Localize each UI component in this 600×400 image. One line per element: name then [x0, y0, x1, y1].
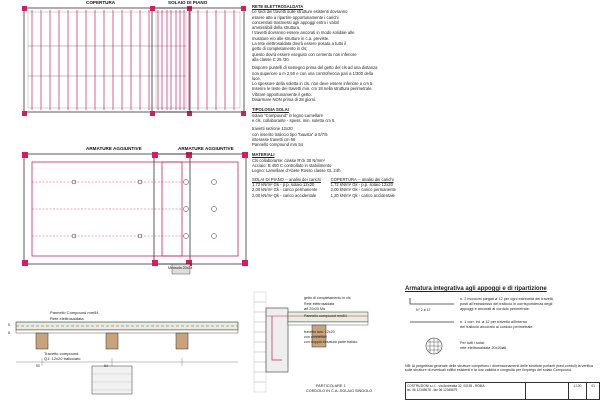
- tipologia-title: TIPOLOGIA SOLAI: [252, 107, 289, 113]
- rete-mesh-icon: [424, 336, 444, 356]
- rete-spec-label: rete elettrosaldata 20x20ø6: [460, 346, 507, 350]
- detail-rete-label: Rete elettrosaldata: [304, 302, 335, 306]
- copertura-row: 1,20 kN/m² Qk - carico accidentale: [330, 192, 395, 198]
- copertura-head: COPERTURA -- analisi dei carichi: [330, 176, 394, 182]
- travetti-line: interasse travetti cm 66: [252, 136, 296, 142]
- armatura-title: Armatura integrativa agli appoggi e di ripartizione: [405, 286, 547, 292]
- tipologia-line: e cls. collaborante - spess. min. soletta cm 5: [252, 117, 335, 123]
- rete-line: alla classe C 25 /30.: [252, 56, 290, 62]
- armatura-item1-line: appoggi e ancorati al cordolo perimetrale.: [460, 307, 530, 311]
- section-rete-label: Rete elettrosaldata: [50, 316, 84, 321]
- detail-pannello-label: Pannello compound mm54: [304, 314, 347, 318]
- rete-line: La rete elettrosaldata dovrà essere posata a tutto il: [252, 41, 347, 47]
- copertura-title: COPERTURA: [86, 0, 116, 5]
- solai-row: 2,00 kN/m² Qk - carico accidentale: [252, 192, 317, 198]
- armatura-item2-line: del traliccio ancorato al cordolo perimetrale.: [460, 325, 534, 329]
- puntelli-line: Inserire le teste dei travetti min. cm 18 nella struttura perimetrale.: [252, 86, 373, 92]
- armatura-symbols: [408, 296, 458, 336]
- detail-connettori-label: con connettori: [304, 335, 327, 339]
- materiali-line: Acciaio: B 450 C controllato in stabilimento: [252, 163, 332, 169]
- company-name: COSTRUZIONI s.r.l. - via Andreatta 32, 00155 - ROMA: [407, 384, 485, 388]
- slab-section: [12, 302, 242, 398]
- detail-getto-label: getto di completamento in cls: [304, 296, 351, 300]
- armatura-item2-line: n. 1 corr. int. ø 12 per travetto all'interno: [460, 320, 527, 324]
- travetti-line: travetti sezione 12x20: [252, 126, 293, 132]
- copertura-col: [331, 177, 396, 198]
- section-dim-4: 8: [8, 331, 10, 335]
- section-dim-1: 50: [36, 364, 40, 368]
- rete-line: ammissibili della struttura.: [252, 25, 301, 31]
- solaio-piano-title: SOLAIO DI PIANO: [168, 0, 208, 5]
- puntelli-line: luce.: [252, 75, 261, 81]
- company-phone: tel. 06 12345678 - fax 06 12345679: [407, 388, 458, 392]
- detail-travetto-label: travetto lam. 12x20: [304, 330, 335, 334]
- detail-rete-size: ø8 20x20 Ma: [304, 307, 325, 311]
- armature-right-title: ARMATURE AGGIUNTIVE: [178, 146, 234, 151]
- tipologia-line: solaio "Compound" in legno Lamellare: [252, 112, 323, 118]
- armature-right-plan: [152, 152, 248, 268]
- rete-line: getto di completamento in cls;: [252, 46, 308, 52]
- section-dim-3: 5: [8, 323, 10, 327]
- detail-cordolo-label: CORDOLO IN C.A.-SOLAIO SINGOLO: [306, 389, 373, 393]
- puntelli-line: Disarmare NON prima di 28 giorni.: [252, 97, 317, 103]
- nb-note: NB: Al progettista generale delle strutture competono i dimensionamenti delle strutture portanti (travi,cordoli) la verifica sulle strutture di eventuali edifici esistenti e la loro validità e congruità per l'impiego del solaio Compound.: [405, 364, 593, 373]
- copertura-row: 2,00 kN/m² Gk - carico permanente: [330, 187, 396, 193]
- materiali-line: Legno: Lamellare d'Abete Rosso classe GL 24h: [252, 168, 341, 174]
- mensola-label: Mensola 20x24: [168, 266, 193, 270]
- materiali-title: MATERIALI: [252, 152, 275, 158]
- armatura-mark: N° 2 ø 12: [416, 308, 431, 312]
- solai-row: 1,72 kN/m² Gk - p.p. solaio 12x20: [252, 181, 315, 187]
- puntelli-line: non superiore a m 2,50 e con una controfreccia pari a 1/300 della: [252, 70, 374, 76]
- rete-line: Le sedi dei travetti sulle strutture esistenti dovranno: [252, 9, 348, 15]
- rete-line: murature e/o alle strutture in c.a. previste.: [252, 35, 330, 41]
- rete-line: questo dovrà essere eseguito con cemento non inferiore: [252, 51, 357, 57]
- detail-particolare-label: PARTICOLARE 1: [316, 384, 346, 388]
- armatura-item1-line: n. 2 monconi piegati ø 12 per ogni estremità dei travetti,: [460, 297, 554, 301]
- section-trave-label: Travetto compound: [44, 351, 79, 356]
- copertura-row: 1,72 kN/m² Gk - p.p. solaio 12x20: [330, 181, 393, 187]
- per-tutti-label: Per tutti i solai:: [460, 341, 485, 345]
- title-block-sheet: 01: [591, 384, 595, 388]
- solai-head: SOLAI DI PIANO -- analisi dei carichi: [252, 176, 321, 182]
- detail-doppia-label: con doppia fresatura parte tralicio: [304, 340, 358, 344]
- section-dim-2: 64: [104, 364, 108, 368]
- solaio-piano-plan: [150, 6, 246, 116]
- title-block-logo: [526, 383, 568, 399]
- section-trave-dim: Q1: 12x20 tralicciato: [44, 356, 81, 361]
- armatura-item1-line: posti all'estradosso del traliccio in corrispondenza degli: [460, 302, 553, 306]
- loads-table: [252, 177, 396, 198]
- title-block-scale: 1:100: [569, 383, 588, 399]
- solai-col: [252, 177, 321, 198]
- solai-row: 2,00 kN/m² Gk - carico permanente: [252, 187, 318, 193]
- title-block: [405, 382, 600, 400]
- armature-left-title: ARMATURE AGGIUNTIVE: [86, 146, 142, 151]
- section-pannello-label: Pannello Compound mm54: [50, 310, 99, 315]
- materiali-line: Cls collaborante: classe R'ck 30 N/mm²: [252, 157, 325, 163]
- title-block-company: [406, 383, 526, 399]
- travetti-line: Pannello compound mm 54: [252, 142, 303, 148]
- puntelli-line: Lo spessore della soletta in cls. non deve essere inferiore a cm 5.: [252, 81, 374, 87]
- rete-line: essere atte a ripartire opportunamente i carichi: [252, 14, 339, 20]
- rete-line: concentrati trasmessi agli appoggi entro i valori: [252, 19, 340, 25]
- notes-column: [252, 2, 396, 198]
- puntelli-line: Vibrare opportunamente il getto.: [252, 91, 312, 97]
- rete-line: I travetti dovranno essere ancorati in modo solidale alle: [252, 30, 355, 36]
- cordolo-detail: [252, 290, 402, 398]
- rete-title: RETE ELETTROSALDATA: [252, 4, 304, 9]
- puntelli-line: Disporre puntelli di sostegno prima del getto del cls ad una distanza: [252, 65, 378, 71]
- travetti-line: con inserito traliccio tipo "bausta" ø 5/7/5: [252, 131, 328, 137]
